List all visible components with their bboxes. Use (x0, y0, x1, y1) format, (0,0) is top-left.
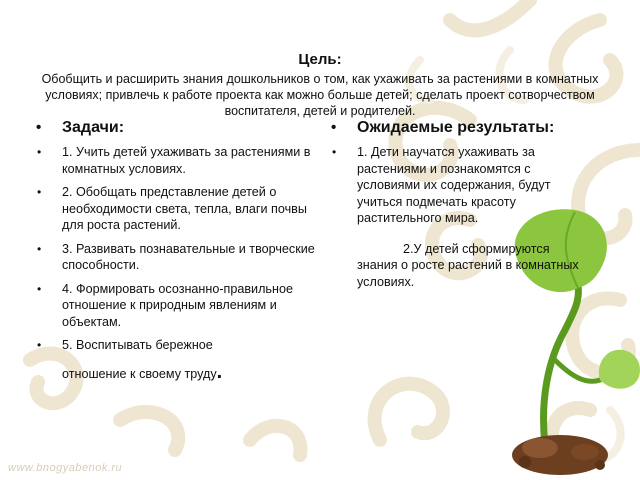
results-column (331, 118, 591, 290)
leaf-small (599, 350, 640, 389)
task-item: • 3. Развивать познавательные и творческие способности. (36, 241, 326, 274)
task-item (36, 337, 326, 382)
goal-text: Обобщить и расширить знания дошкольников о том, как ухаживать за растениями в комнатных условиях; привлечь к работе проекта как можно больше детей; сделать проект сотворчеством воспитателя, детей и родителей. (41, 72, 599, 118)
result-item-2 (331, 241, 591, 291)
tasks-title: • Задачи: (36, 118, 326, 138)
task-item-5-start: 5. Воспитывать бережное (62, 338, 213, 352)
task-item-5-end: отношение к своему труду (62, 366, 217, 381)
results-title: • Ожидаемые результаты: (331, 118, 591, 138)
goal-title: Цель: (298, 51, 342, 68)
watermark: www.bnogyabenok.ru (8, 462, 123, 474)
result-item-2-start: 2.У детей сформируются (403, 241, 550, 256)
task-item: • 4. Формировать осознанно-правильное отношение к природным явлениям и объектам. (36, 281, 326, 331)
task-item: • 1. Учить детей ухаживать за растениями в комнатных условиях. (36, 144, 326, 177)
result-item-2-end: знания о росте растений в комнатных условиях. (357, 258, 579, 289)
tasks-column (36, 118, 326, 382)
task-item: • 2. Обобщать представление детей о необходимости света, тепла, влаги почвы для роста растений. (36, 184, 326, 234)
result-item: • 1. Дети научатся ухаживать за растениями и познакомятся с условиями их содержания, будут учиться подмечать красоту растительного мира. (331, 144, 591, 227)
task-item-5-period: . (216, 360, 223, 383)
goal-section (20, 51, 620, 119)
